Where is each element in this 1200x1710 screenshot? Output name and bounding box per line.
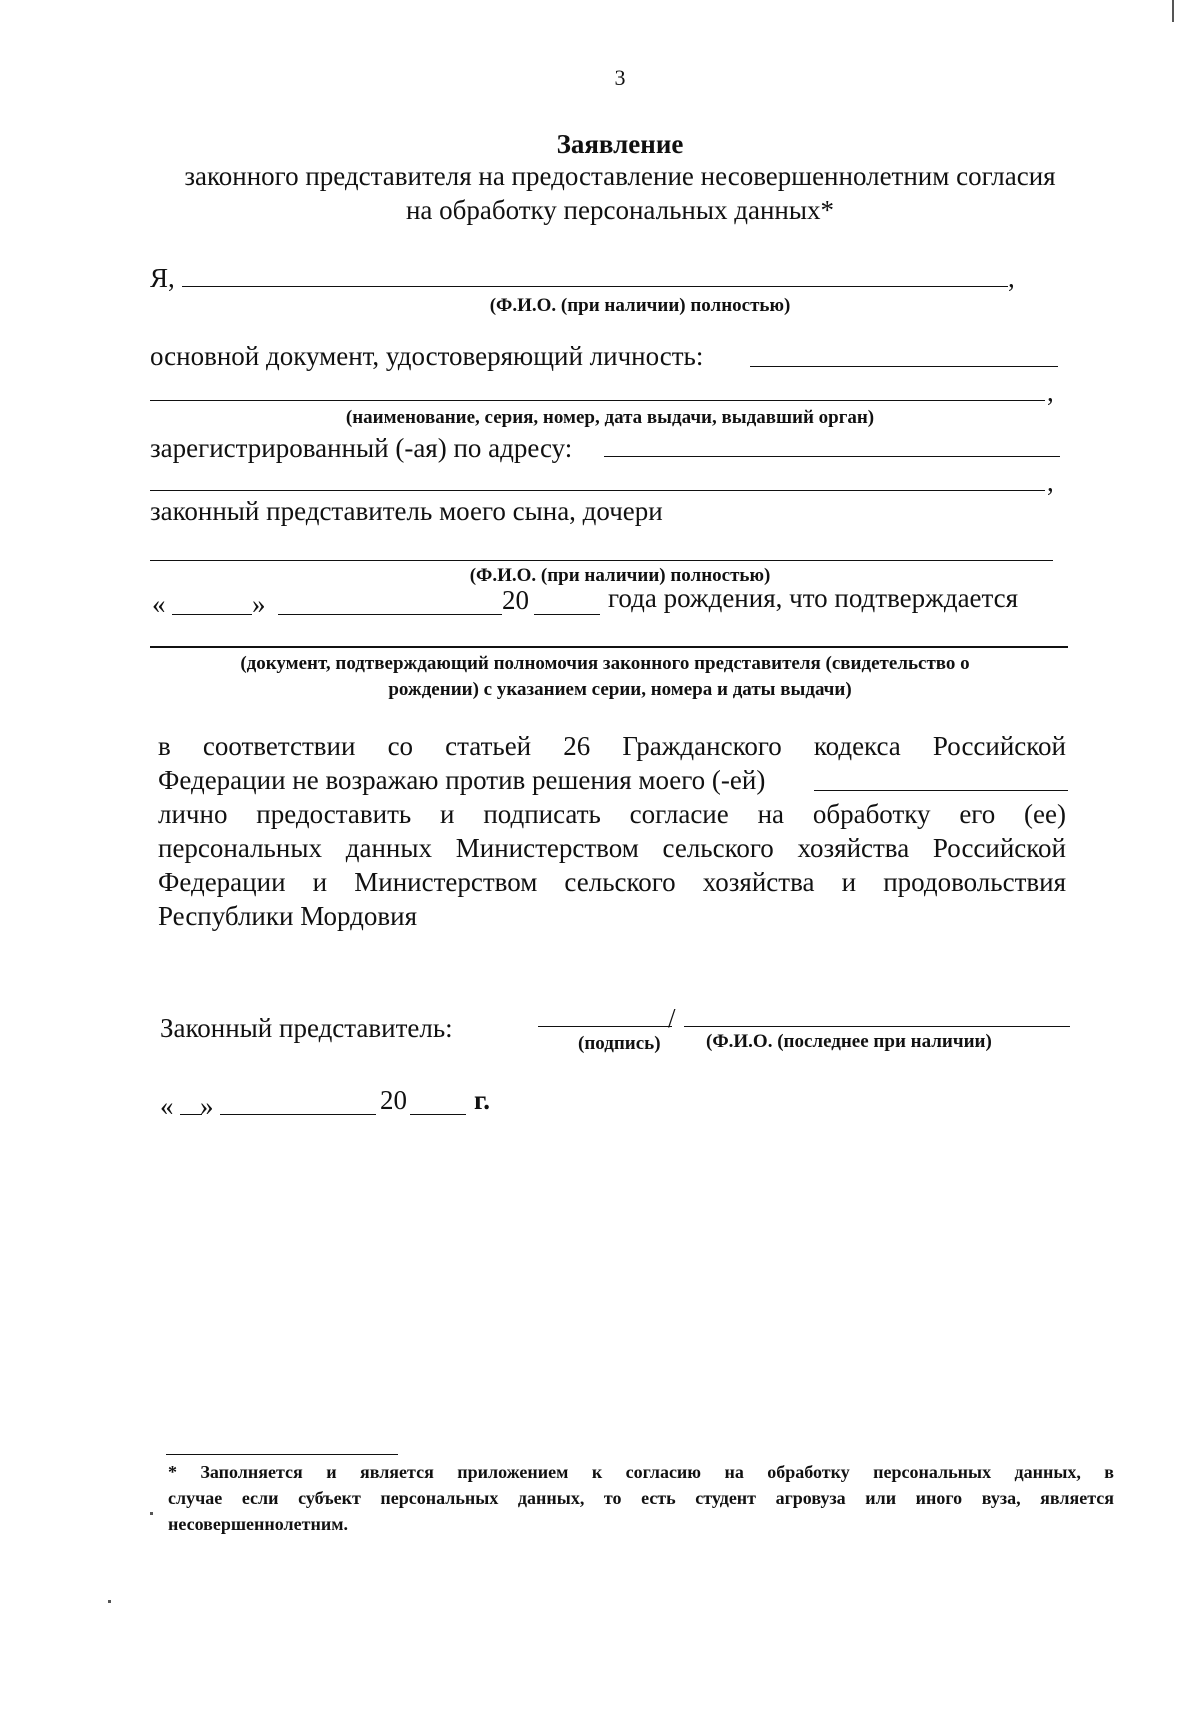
ya-prefix: Я, (150, 263, 175, 293)
signature-input-line[interactable] (538, 1026, 672, 1027)
signature-fio-hint: (Ф.И.О. (последнее при наличии) (706, 1031, 992, 1052)
paragraph-line1: в соответствии со статьей 26 Гражданского кодекса Российской (158, 731, 1066, 761)
id-document-label: основной документ, удостоверяющий личность: (150, 341, 704, 371)
address-suffix-comma: , (1047, 467, 1054, 497)
id-document-input-line-2[interactable] (150, 400, 1045, 401)
document-subtitle-line2: на обработку персональных данных* (405, 195, 835, 225)
date-day-input-line[interactable] (180, 1114, 202, 1115)
proof-document-input-line[interactable] (150, 646, 1068, 648)
date-quote-close: » (200, 1091, 214, 1121)
signature-fio-input-line[interactable] (684, 1026, 1070, 1027)
birth-month-input-line[interactable] (278, 614, 502, 615)
signature-hint: (подпись) (578, 1033, 661, 1054)
proof-hint-line1: (документ, подтверждающий полномочия законного представителя (свидетельство о (240, 653, 970, 674)
paragraph-line3: лично предоставить и подписать согласие на обработку его (ее) (158, 799, 1066, 829)
birth-day-input-line[interactable] (172, 614, 252, 615)
id-document-input-line[interactable] (750, 366, 1058, 367)
document-title: Заявление (556, 129, 684, 159)
paragraph-line5: Федерации и Министерством сельского хозяйства и продовольствия (158, 867, 1066, 897)
decision-input-line[interactable] (814, 790, 1068, 791)
date-year-prefix: 20 (380, 1085, 407, 1115)
proof-hint-line2: рождении) с указанием серии, номера и даты выдачи) (388, 679, 852, 700)
scan-artifact (1172, 0, 1174, 22)
footnote-line3: несовершеннолетним. (168, 1514, 348, 1534)
footnote-separator (166, 1454, 398, 1455)
child-label: законный представитель моего сына, дочери (150, 496, 663, 526)
address-input-line-2[interactable] (150, 490, 1045, 491)
signature-label: Законный представитель: (160, 1013, 453, 1043)
footnote-line2: случае если субъект персональных данных, то есть студент агровуза или иного вуза, является (168, 1488, 1114, 1508)
scan-dot (150, 1512, 153, 1515)
document-subtitle-line1: законного представителя на предоставление несовершеннолетним согласия (184, 161, 1056, 191)
child-fio-hint: (Ф.И.О. (при наличии) полностью) (469, 565, 771, 586)
birth-text: года рождения, что подтверждается (608, 583, 1019, 613)
id-document-suffix-comma: , (1047, 377, 1054, 407)
address-input-line[interactable] (604, 456, 1060, 457)
date-quote-open: « (160, 1091, 174, 1121)
id-document-hint: (наименование, серия, номер, дата выдачи, выдавший орган) (345, 407, 875, 428)
ya-suffix-comma: , (1008, 263, 1015, 293)
paragraph-line4: персональных данных Министерством сельского хозяйства Российской (158, 833, 1066, 863)
address-label: зарегистрированный (-ая) по адресу: (150, 433, 573, 463)
footnote-line1: * Заполняется и является приложением к согласию на обработку персональных данных, в (168, 1462, 1114, 1482)
date-year-suffix: г. (474, 1085, 490, 1115)
page-number: 3 (614, 65, 626, 90)
signature-slash: / (668, 1003, 676, 1033)
paragraph-line6: Республики Мордовия (158, 901, 418, 931)
fio-input-line[interactable] (182, 286, 1008, 287)
fio-hint: (Ф.И.О. (при наличии) полностью) (489, 295, 791, 316)
birth-year-prefix: 20 (502, 585, 529, 615)
paragraph-line2: Федерации не возражаю против решения моего (-ей) (158, 765, 766, 795)
scan-dot-2 (108, 1600, 111, 1603)
child-fio-input-line[interactable] (150, 560, 1053, 561)
birth-year-input-line[interactable] (534, 614, 600, 615)
birth-quote-open: « (152, 589, 166, 619)
date-month-input-line[interactable] (220, 1114, 376, 1115)
date-year-input-line[interactable] (410, 1114, 466, 1115)
birth-quote-close: » (252, 589, 266, 619)
